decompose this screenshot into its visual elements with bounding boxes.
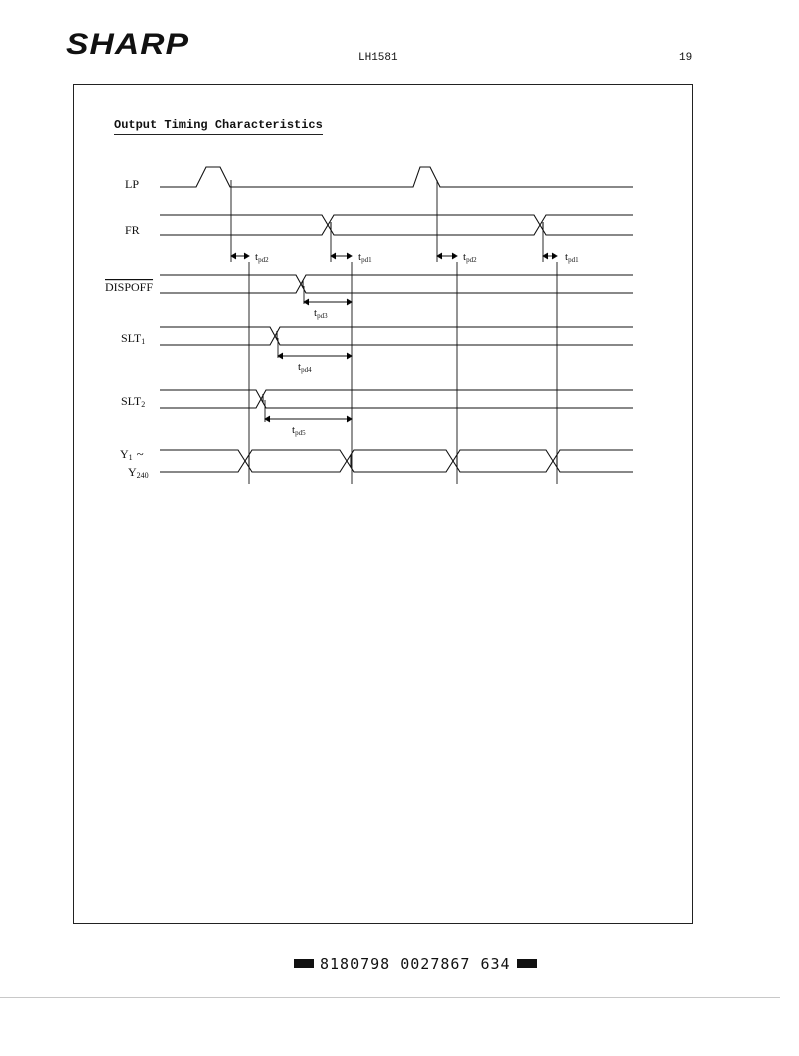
- barcode-block-right: [517, 959, 537, 968]
- y-output-waveform: [160, 450, 633, 472]
- label-fr: FR: [125, 223, 140, 237]
- barcode-text: 8180798 0027867 634: [320, 955, 511, 973]
- slt2-waveform: [160, 390, 633, 408]
- label-slt1: SLT1: [121, 331, 146, 346]
- page-edge-line: [0, 997, 780, 998]
- label-tpd4: tpd4: [298, 361, 312, 374]
- label-tpd1-first: tpd1: [358, 251, 372, 264]
- document-part-number: LH1581: [358, 52, 398, 64]
- label-tpd2-second: tpd2: [463, 251, 477, 264]
- reference-lines: [231, 180, 557, 484]
- label-dispoff: DISPOFF: [105, 280, 154, 294]
- label-tpd5: tpd5: [292, 424, 306, 437]
- delay-arrows: [231, 253, 557, 422]
- dispoff-waveform: [160, 275, 633, 293]
- sharp-logo: SHARP: [66, 28, 190, 61]
- page-number: 19: [679, 52, 693, 64]
- label-tpd3: tpd3: [314, 307, 328, 320]
- label-y240: Y240: [128, 465, 149, 480]
- label-slt2: SLT2: [121, 394, 146, 409]
- label-lp: LP: [125, 177, 140, 191]
- slt1-waveform: [160, 327, 633, 345]
- label-y1: Y1 ~: [120, 446, 144, 462]
- label-tpd1-second: tpd1: [565, 251, 579, 264]
- section-title: Output Timing Characteristics: [114, 118, 323, 135]
- barcode-footer: [288, 955, 543, 973]
- label-tpd2-first: tpd2: [255, 251, 269, 264]
- barcode-block-left: [294, 959, 314, 968]
